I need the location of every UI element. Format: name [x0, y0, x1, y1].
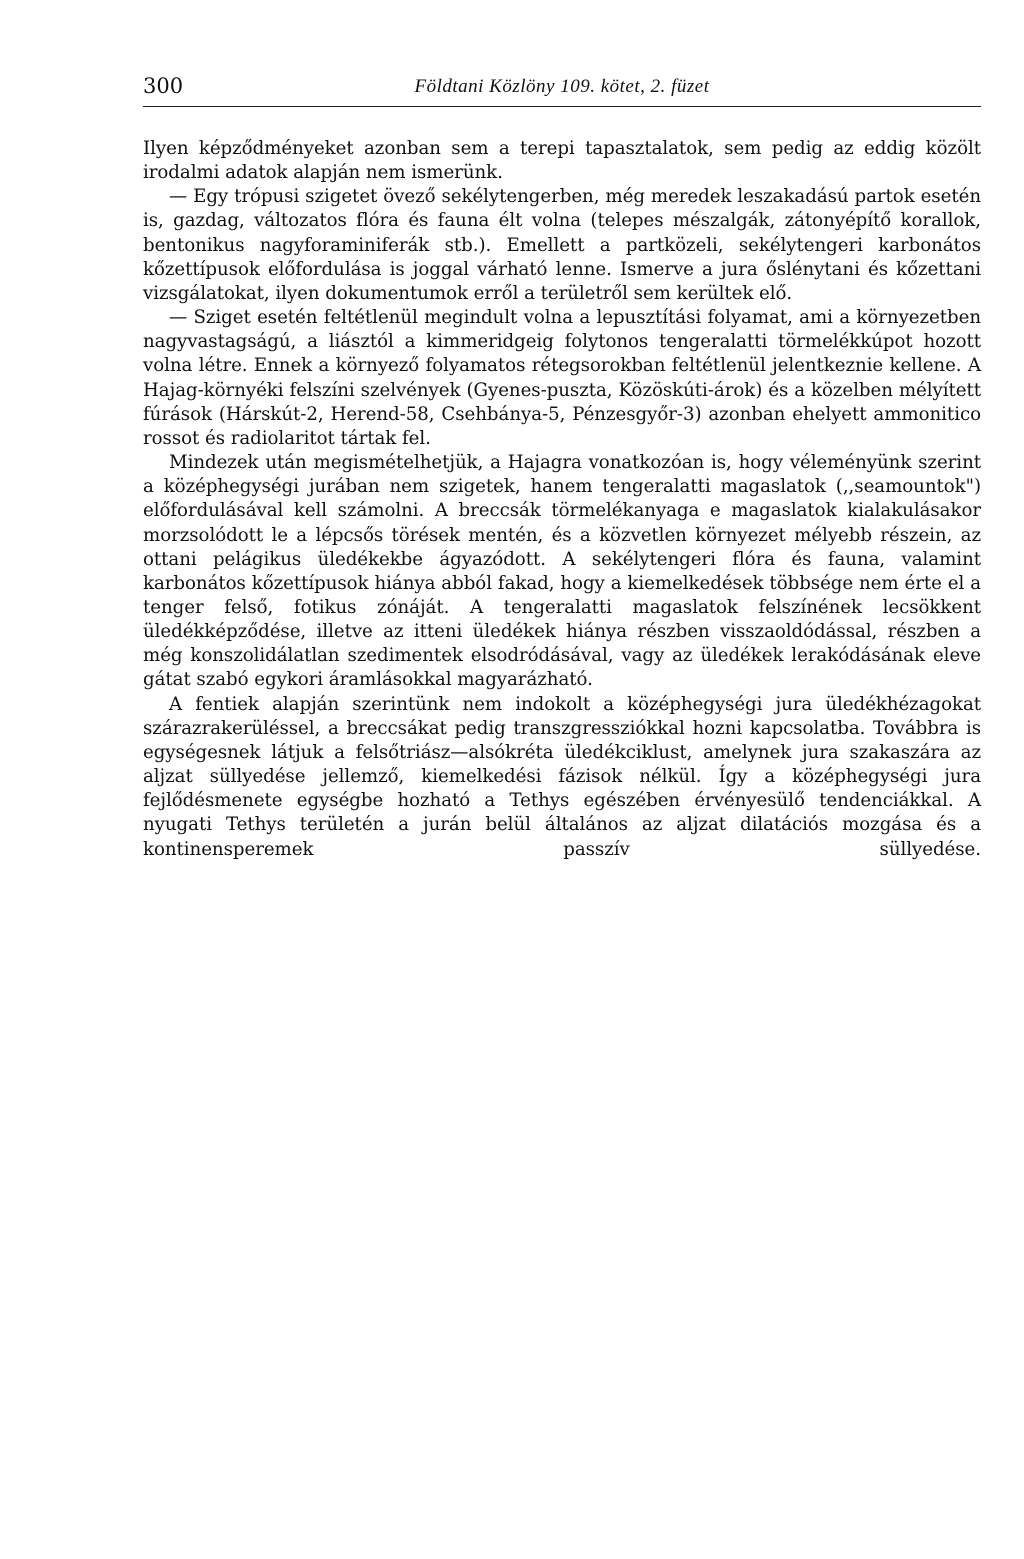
paragraph-seamounts: Mindezek után megismételhetjük, a Hajagra vonatkozóan is, hogy véleményünk szerint a középhegységi jurában nem szigetek, hanem tengeralatti magaslatok (,,seamountok") előfordulásával kell számolni. A breccsák törmelékanyaga e magaslatok kialakulásakor morzsolódott le a lépcsős törések mentén, és a közvetlen környezet mélyebb részein, az ottani pelágikus üledékekbe ágyazódott. A sekélytengeri flóra és fauna, valamint karbonátos kőzettípusok hiánya abból fakad, hogy a kiemelkedések többsége nem érte el a tenger felső, fotikus zónáját. A tengeralatti magaslatok felszínének lecsökkent üledékképződése, illetve az itteni üledékek hiánya részben visszaoldódással, részben a még konszolidálatlan szedimentek elsodródásával, vagy az üledékek lerakódásának eleve gátat szabó egykori áramlásokkal magyarázható. — [143, 452, 981, 691]
page-number: 300 — [143, 74, 184, 98]
page-header — [143, 70, 981, 107]
journal-page — [143, 70, 981, 862]
paragraph-conclusion: A fentiek alapján szerintünk nem indokolt a középhegységi jura üledékhézagokat szárazrakerüléssel, a breccsákat pedig transzgressziókkal hozni kapcsolatba. Továbbra is egységesnek látjuk a felsőtriász—alsókréta üledékciklust, amelynek jura szakaszára az aljzat süllyedése jellemző, kiemelkedési fázisok nélkül. Így a középhegységi jura fejlődésmenete egységbe hozható a Tethys egészében érvényesülő tendenciákkal. A nyugati Tethys területén a jurán belül általános az aljzat dilatációs mozgása és a kontinensperemek passzív süllyedése. — [143, 693, 981, 860]
paragraph-tropical-island: — Egy trópusi szigetet övező sekélytengerben, még meredek leszakadású partok esetén is, gazdag, változatos flóra és fauna élt volna (telepes mészalgák, zátonyépítő korallok, bentonikus nagyforaminiferák stb.). Emellett a partközeli, sekélytengeri karbonátos kőzettípusok előfordulása is joggal várható lenne. Ismerve a jura őslénytani és kőzettani vizsgálatokat, ilyen dokumentumok erről a területről sem kerültek elő. — [143, 186, 981, 304]
body-text — [143, 137, 981, 862]
paragraph-intro: Ilyen képződményeket azonban sem a terepi tapasztalatok, sem pedig az eddig közölt irodalmi adatok alapján nem ismerünk. — [143, 138, 981, 184]
running-head: Földtani Közlöny 109. kötet, 2. füzet — [414, 76, 710, 97]
paragraph-island-erosion: — Sziget esetén feltétlenül megindult volna a lepusztítási folyamat, ami a környezetben nagyvastagságú, a liásztól a kimmeridgeig folytonos tengeralatti törmelékkúpot hozott volna létre. Ennek a környező folyamatos rétegsorokban feltétlenül jelentkeznie kellene. A Hajag-környéki felszíni szelvények (Gyenes-puszta, Közöskúti-árok) és a közelben mélyített fúrások (Hárskút-2, Herend-58, Csehbánya-5, Pénzesgyőr-3) azonban ehelyett ammonitico rossot és radiolaritot tártak fel. — [143, 307, 981, 449]
